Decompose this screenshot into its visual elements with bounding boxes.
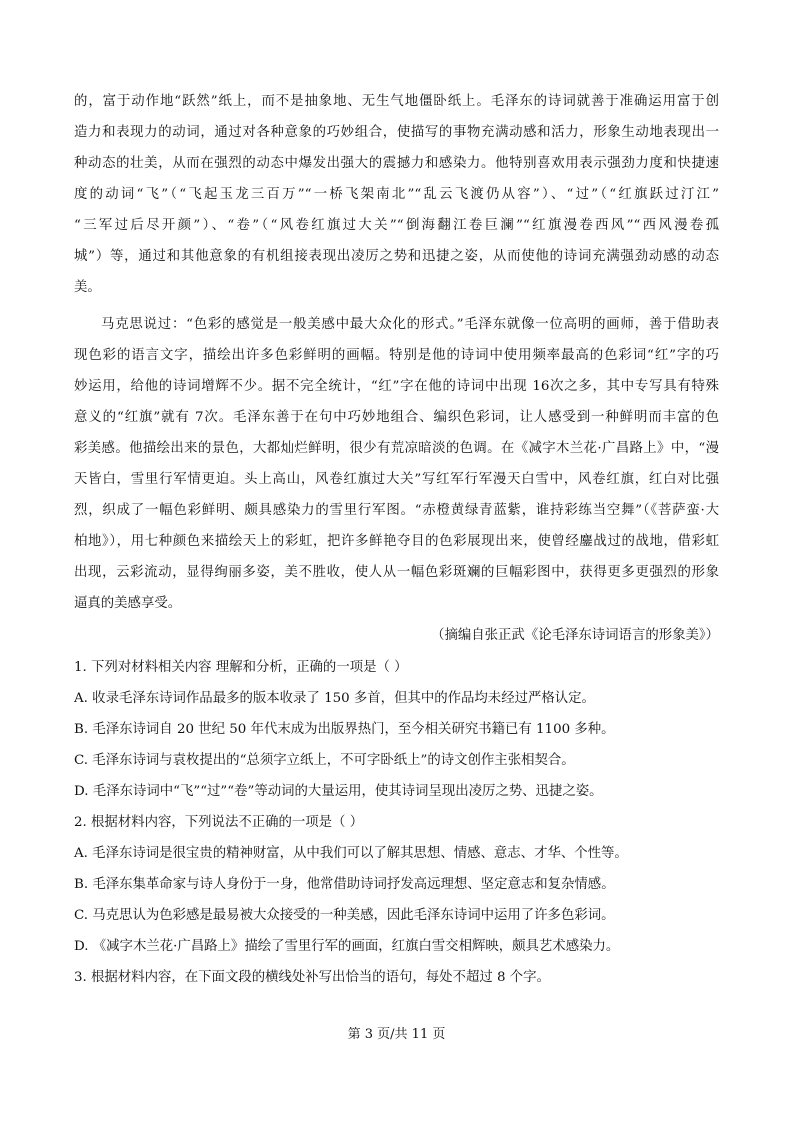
paragraph-2-line: 意义的“红旗”就有 7次。毛泽东善于在句中巧妙地组合、编织色彩词，让人感受到一种鲜明而丰富的色 [74,410,719,425]
paragraph-1-line: 城”）等，通过和其他意象的有机组接表现出凌厉之势和迅捷之姿，从而使他的诗词充满强劲动感的动态 [74,249,719,264]
paragraph-2-line: 彩美感。他描绘出来的景色，大都灿烂鲜明，很少有荒凉暗淡的色调。在《减字木兰花·广昌路上》中，“漫 [74,441,719,456]
question-2-option-a: A. 毛泽东诗词是很宝贵的精神财富，从中我们可以了解其思想、情感、意志、才华、个性等。 [74,846,628,861]
paragraph-2-line: 柏地》），用七种颜色来描绘天上的彩虹，把许多鲜艳夺目的色彩展现出来，使曾经鏖战过的战地，借彩虹 [74,534,719,549]
paragraph-1-line: 的，富于动作地“跃然”纸上，而不是抽象地、无生气地僵卧纸上。毛泽东的诗词就善于准确运用富于创 [74,94,719,109]
question-1-option-b: B. 毛泽东诗词自 20 世纪 50 年代末成为出版界热门，至今相关研究书籍已有 1100 多种。 [74,722,615,737]
question-1-option-c: C. 毛泽东诗词与袁枚提出的“总须字立纸上，不可字卧纸上”的诗文创作主张相契合。 [74,753,575,768]
paragraph-1-line: “三军过后尽开颜”）、“卷”（“风卷红旗过大关”“倒海翻江卷巨澜”“红旗漫卷西风”“西风漫卷孤 [74,218,719,233]
paragraph-2-line: 妙运用，给他的诗词增辉不少。据不完全统计，“红”字在他的诗词中出现 16次之多，其中专写具有特殊 [74,379,719,394]
question-2-option-b: B. 毛泽东集革命家与诗人身份于一身，他常借助诗词抒发高远理想、坚定意志和复杂情感。 [74,877,615,892]
question-1-option-d: D. 毛泽东诗词中“飞”“过”“卷”等动词的大量运用，使其诗词呈现出凌厉之势、迅捷之姿。 [74,784,603,799]
paragraph-1-line: 造力和表现力的动词，通过对各种意象的巧妙组合，使描写的事物充满动感和活力，形象生动地表现出一 [74,125,719,140]
question-1-stem: 1. 下列对材料相关内容 理解和分析，正确的一项是（ ） [74,660,408,675]
paragraph-2-line: 天皆白，雪里行军情更迫。头上高山，风卷红旗过大关”写红军行军漫天白雪中，风卷红旗，红白对比强 [74,472,719,487]
paragraph-2-line: 出现，云彩流动，显得绚丽多姿，美不胜收，使人从一幅色彩斑斓的巨幅彩图中，获得更多更强烈的形象 [74,565,719,580]
question-2-option-c: C. 马克思认为色彩感是最易被大众接受的一种美感，因此毛泽东诗词中运用了许多色彩词。 [74,908,615,923]
question-3-stem: 3. 根据材料内容，在下面文段的横线处补写出恰当的语句，每处不超过 8 个字。 [74,970,550,985]
paragraph-2-line: 烈，织成了一幅色彩鲜明、颇具感染力的雪里行军图。“赤橙黄绿青蓝紫，谁持彩练当空舞”（《菩萨蛮·大 [74,503,719,518]
paragraph-1-line: 度的动词“飞”（“飞起玉龙三百万”“一桥飞架南北”“乱云飞渡仍从容”）、“过”（“红旗跃过汀江” [74,187,719,202]
paragraph-2-line: 马克思说过：“色彩的感觉是一般美感中最大众化的形式。”毛泽东就像一位高明的画师，善于借助表 [101,317,719,332]
question-2-option-d: D. 《减字木兰花·广昌路上》描绘了雪里行军的画面，红旗白雪交相辉映，颇具艺术感染力。 [74,939,620,954]
source-citation: （摘编自张正武《论毛泽东诗词语言的形象美》） [431,628,719,643]
page-number: 第 3 页/共 11 页 [347,1027,446,1042]
paragraph-2-line: 现色彩的语言文字，描绘出许多色彩鲜明的画幅。特别是他的诗词中使用频率最高的色彩词“红”字的巧 [74,348,719,363]
paragraph-1-line: 种动态的壮美，从而在强烈的动态中爆发出强大的震撼力和感染力。他特别喜欢用表示强劲力度和快捷速 [74,156,719,171]
question-1-option-a: A. 收录毛泽东诗词作品最多的版本收录了 150 多首，但其中的作品均未经过严格认定。 [74,691,595,706]
paragraph-1-line: 美。 [74,280,101,295]
question-2-stem: 2. 根据材料内容，下列说法不正确的一项是（ ） [74,815,364,830]
paragraph-2-line: 逼真的美感享受。 [74,596,182,611]
